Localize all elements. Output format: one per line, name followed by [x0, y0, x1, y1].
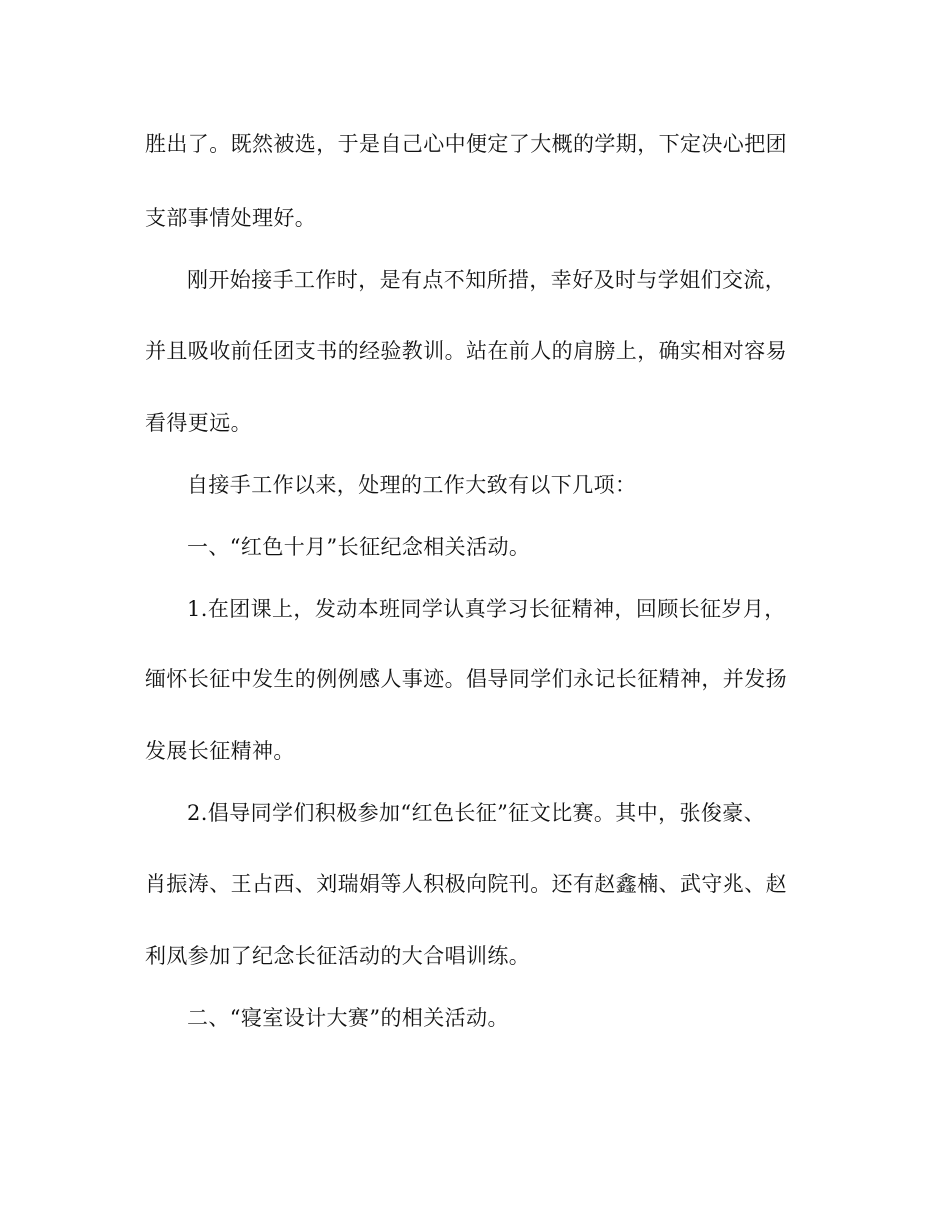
- paragraph-line: 利凤参加了纪念长征活动的大合唱训练。: [145, 944, 531, 968]
- section-heading: 二、“寝室设计大赛”的相关活动。: [187, 1006, 509, 1030]
- paragraph-line: 缅怀长征中发生的例例感人事迹。倡导同学们永记长征精神，并发扬: [145, 667, 787, 691]
- paragraph-line: 自接手工作以来，处理的工作大致有以下几项：: [187, 473, 637, 497]
- paragraph-line: 并且吸收前任团支书的经验教训。站在前人的肩膀上，确实相对容易: [145, 339, 787, 363]
- paragraph-line: 刚开始接手工作时，是有点不知所措，幸好及时与学姐们交流，: [187, 268, 787, 292]
- paragraph-line: 2.倡导同学们积极参加“红色长征”征文比赛。其中，张俊豪、: [187, 801, 766, 825]
- paragraph-line: 看得更远。: [145, 411, 252, 435]
- paragraph-line: 胜出了。既然被选，于是自己心中便定了大概的学期，下定决心把团: [145, 132, 787, 156]
- paragraph-line: 发展长征精神。: [145, 739, 295, 763]
- paragraph-line: 1.在团课上，发动本班同学认真学习长征精神，回顾长征岁月，: [187, 597, 786, 621]
- paragraph-line: 支部事情处理好。: [145, 206, 317, 230]
- section-heading: 一、“红色十月”长征纪念相关活动。: [187, 535, 531, 559]
- paragraph-line: 肖振涛、王占西、刘瑞娟等人积极向院刊。还有赵鑫楠、武守兆、赵: [145, 872, 787, 896]
